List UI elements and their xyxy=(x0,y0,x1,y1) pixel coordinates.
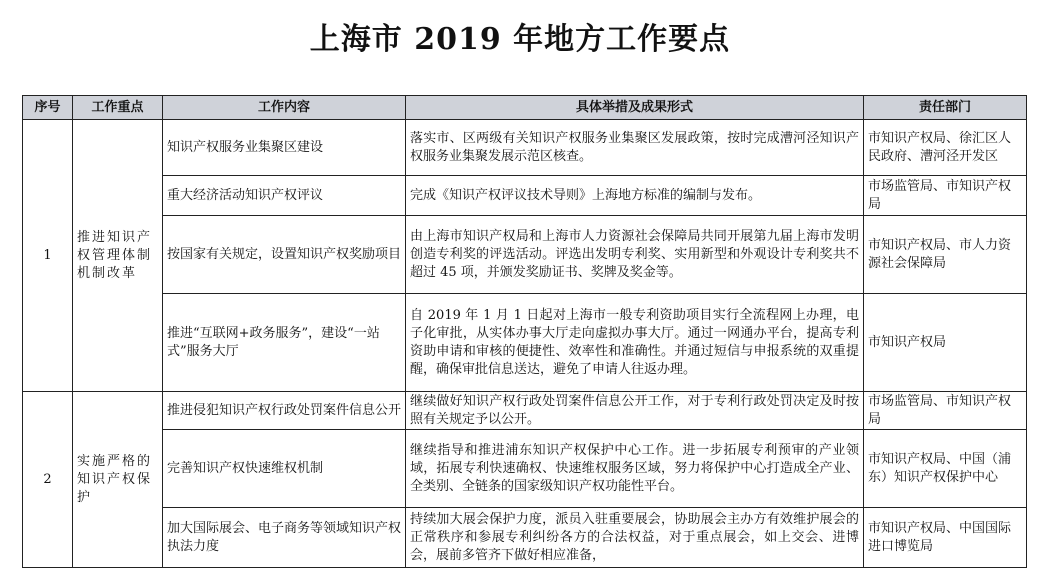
responsible-dept: 市知识产权局 xyxy=(864,294,1027,392)
header-seq: 序号 xyxy=(23,96,73,120)
group-seq: 2 xyxy=(23,392,73,568)
table-row xyxy=(23,392,1027,430)
table-row xyxy=(23,216,1027,294)
page-title: 上海市 2019 年地方工作要点 xyxy=(309,22,731,57)
table-row xyxy=(23,294,1027,392)
responsible-dept: 市知识产权局、中国（浦东）知识产权保护中心 xyxy=(864,430,1027,508)
work-content: 知识产权服务业集聚区建设 xyxy=(163,120,406,176)
responsible-dept: 市知识产权局、徐汇区人民政府、漕河泾开发区 xyxy=(864,120,1027,176)
work-content: 重大经济活动知识产权评议 xyxy=(163,176,406,216)
table-row xyxy=(23,176,1027,216)
group-seq: 1 xyxy=(23,120,73,392)
group-focus: 推进知识产权管理体制机制改革 xyxy=(73,120,163,392)
work-measures: 落实市、区两级有关知识产权服务业集聚区发展政策，按时完成漕河泾知识产权服务业集聚发展示范区核查。 xyxy=(406,120,864,176)
work-measures: 继续做好知识产权行政处罚案件信息公开工作，对于专利行政处罚决定及时按照有关规定予以公开。 xyxy=(406,392,864,430)
table-header-row xyxy=(23,96,1027,120)
header-focus: 工作重点 xyxy=(73,96,163,120)
header-content: 工作内容 xyxy=(163,96,406,120)
work-content: 按国家有关规定，设置知识产权奖励项目 xyxy=(163,216,406,294)
table-row xyxy=(23,120,1027,176)
responsible-dept: 市场监管局、市知识产权局 xyxy=(864,176,1027,216)
work-content: 推进侵犯知识产权行政处罚案件信息公开 xyxy=(163,392,406,430)
work-measures: 完成《知识产权评议技术导则》上海地方标准的编制与发布。 xyxy=(406,176,864,216)
table-row xyxy=(23,430,1027,508)
table-row xyxy=(23,508,1027,568)
header-measures: 具体举措及成果形式 xyxy=(406,96,864,120)
work-measures: 由上海市知识产权局和上海市人力资源社会保障局共同开展第九届上海市发明创造专利奖的评选活动。评选出发明专利奖、实用新型和外观设计专利奖共不超过 45 项，并颁发奖励证书、奖牌及奖金等。 xyxy=(406,216,864,294)
group-focus: 实施严格的知识产权保护 xyxy=(73,392,163,568)
work-content: 加大国际展会、电子商务等领域知识产权执法力度 xyxy=(163,508,406,568)
responsible-dept: 市场监管局、市知识产权局 xyxy=(864,392,1027,430)
work-content: 完善知识产权快速维权机制 xyxy=(163,430,406,508)
responsible-dept: 市知识产权局、中国国际进口博览局 xyxy=(864,508,1027,568)
header-dept: 责任部门 xyxy=(864,96,1027,120)
responsible-dept: 市知识产权局、市人力资源社会保障局 xyxy=(864,216,1027,294)
work-measures: 自 2019 年 1 月 1 日起对上海市一般专利资助项目实行全流程网上办理，电子化审批，从实体办事大厅走向虚拟办事大厅。通过一网通办平台，提高专利资助申请和审核的便捷性、效率性和准确性。并通过短信与申报系统的双重提醒，确保审批信息送达，避免了申请人往返办理。 xyxy=(406,294,864,392)
work-measures: 持续加大展会保护力度，派员入驻重要展会，协助展会主办方有效维护展会的正常秩序和参展专利纠纷各方的合法权益，对于重点展会，如上交会、进博会，展前多管齐下做好相应准备， xyxy=(406,508,864,568)
work-measures: 继续指导和推进浦东知识产权保护中心工作。进一步拓展专利预审的产业领域，拓展专利快速确权、快速维权服务区域，努力将保护中心打造成全产业、全类别、全链条的国家级知识产权功能性平台。 xyxy=(406,430,864,508)
work-content: 推进“互联网+政务服务”，建设“一站式”服务大厅 xyxy=(163,294,406,392)
work-plan-table xyxy=(22,95,1027,568)
